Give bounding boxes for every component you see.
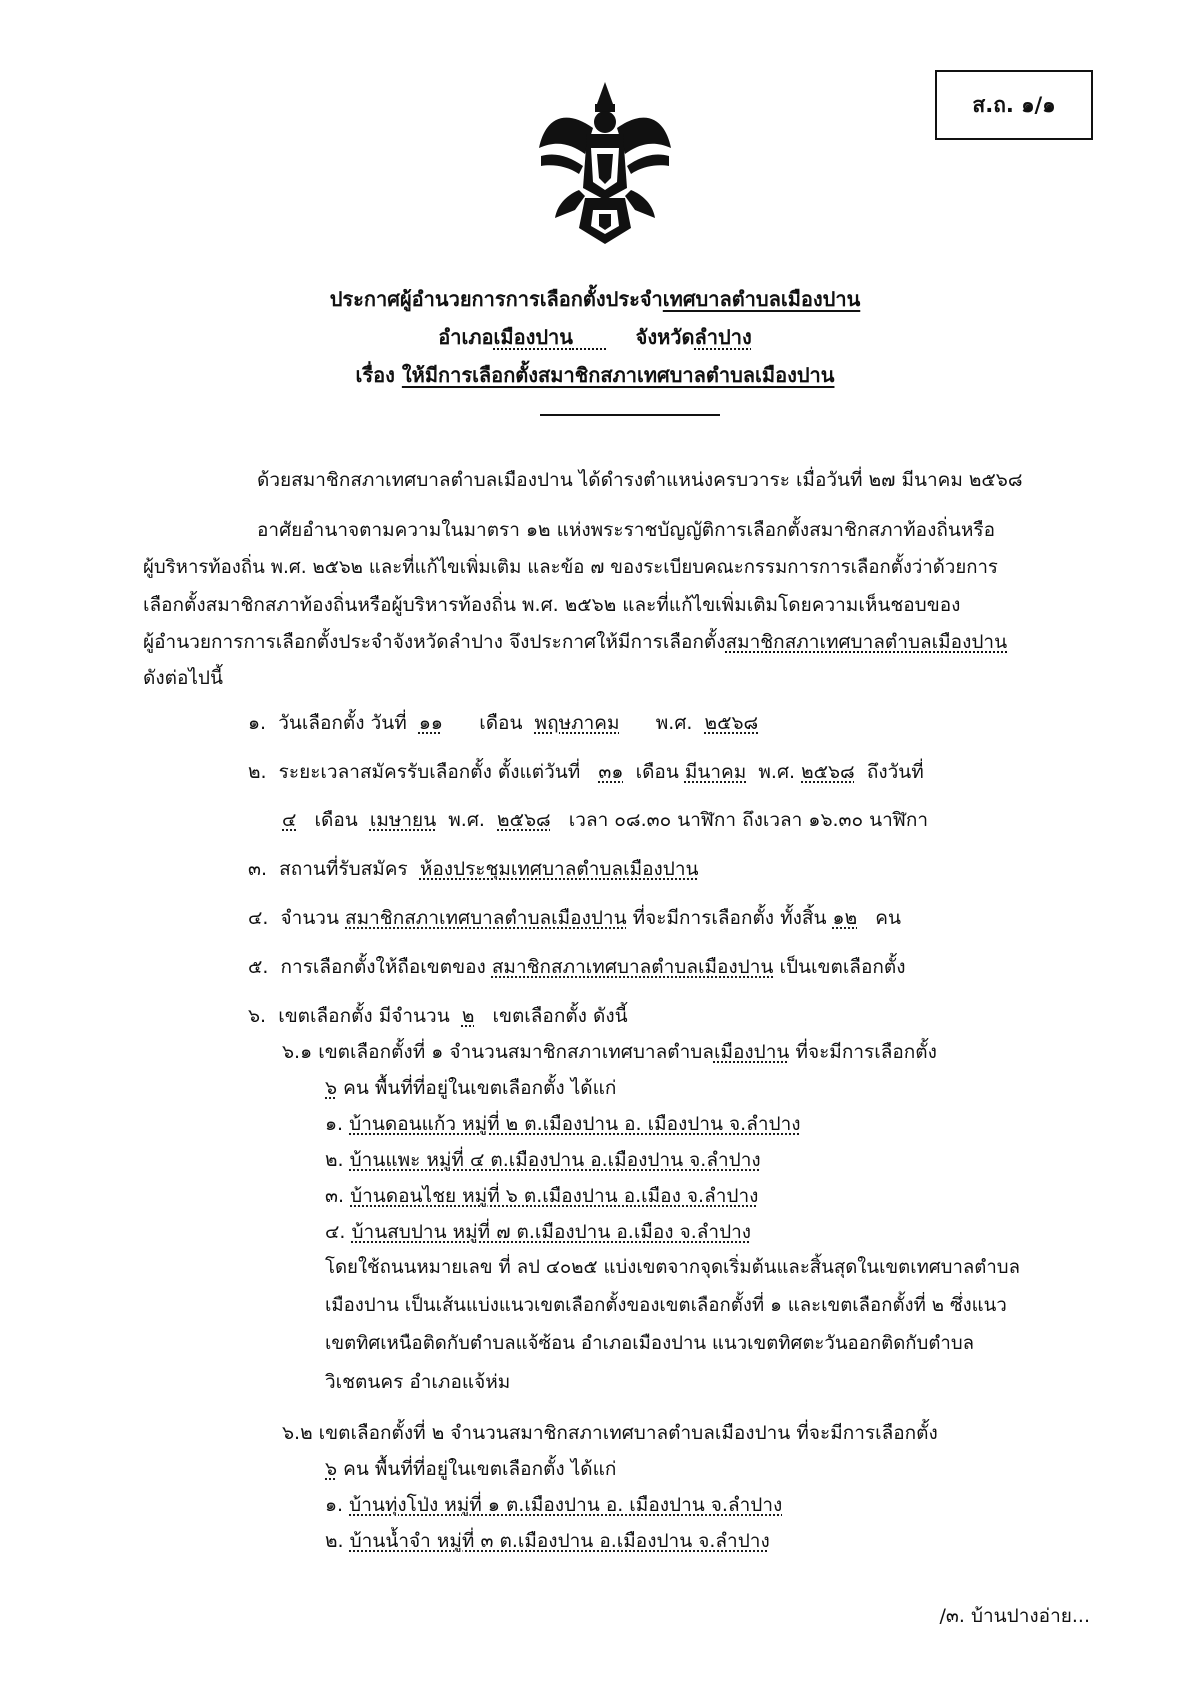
zone1-village-1 xyxy=(325,1109,801,1139)
title-prefix: ประกาศผู้อำนวยการการเลือกตั้งประจำ xyxy=(329,287,663,311)
item-number: ๓. xyxy=(248,858,268,880)
boundary-suffix: เป็นเขตเลือกตั้ง xyxy=(779,956,906,978)
intro-paragraph-1: ด้วยสมาชิกสภาเทศบาลตำบลเมืองปาน ได้ดำรงตำแหน่งครบวาระ เมื่อวันที่ ๒๗ มีนาคม ๒๕๖๘ xyxy=(257,469,1023,491)
to-month: เมษายน xyxy=(369,809,437,831)
election-year: ๒๕๖๘ xyxy=(704,712,759,734)
continuation-marker: /๓. บ้านปางอ่าย... xyxy=(939,1605,1090,1627)
zone1-village-3 xyxy=(325,1181,758,1211)
item-electoral-boundary xyxy=(248,952,906,982)
village-text: บ้านดอนไชย หมู่ที่ ๖ ต.เมืองปาน อ.เมือง จ.ลำปาง xyxy=(350,1185,759,1207)
announcement-title-line1 xyxy=(0,283,1190,315)
item-application-period xyxy=(248,757,924,787)
form-code-box xyxy=(935,70,1093,140)
subject-text: ให้มีการเลือกตั้งสมาชิกสภาเทศบาลตำบลเมืองปาน xyxy=(401,363,835,387)
village-number: ๒. xyxy=(325,1530,344,1552)
subject-label: เรื่อง xyxy=(355,363,395,387)
to-year: ๒๕๖๘ xyxy=(497,809,551,831)
zone1-description-line1: โดยใช้ถนนหมายเลข ที่ ลป ๔๐๒๕ แบ่งเขตจากจุดเริ่มต้นและสิ้นสุดในเขตเทศบาลตำบล xyxy=(325,1257,1020,1278)
boundary-org: สมาชิกสภาเทศบาลตำบลเมืองปาน xyxy=(491,956,774,978)
village-text: บ้านทุ่งโป่ง หมู่ที่ ๑ ต.เมืองปาน อ. เมืองปาน จ.ลำปาง xyxy=(349,1494,783,1516)
intro-paragraph-2-line3: เลือกตั้งสมาชิกสภาท้องถิ่นหรือผู้บริหารท้องถิ่น พ.ศ. ๒๕๖๒ และที่แก้ไขเพิ่มเติมโดยความเห็นชอบของ xyxy=(143,594,961,616)
intro-paragraph-2-line4 xyxy=(143,627,1007,657)
zone2-village-1 xyxy=(325,1490,782,1520)
item-label: สถานที่รับสมัคร xyxy=(279,858,408,880)
item-number: ๑. xyxy=(248,712,267,734)
application-place: ห้องประชุมเทศบาลตำบลเมืองปาน xyxy=(419,858,699,880)
village-text: บ้านแพะ หมู่ที่ ๔ ต.เมืองปาน อ.เมืองปาน จ.ลำปาง xyxy=(349,1149,761,1171)
zone2-count-suffix: คน พื้นที่ที่อยู่ในเขตเลือกตั้ง ได้แก่ xyxy=(343,1458,617,1480)
village-text: บ้านน้ำจำ หมู่ที่ ๓ ต.เมืองปาน อ.เมืองปาน จ.ลำปาง xyxy=(349,1530,770,1552)
garuda-emblem-icon xyxy=(535,78,675,248)
item-application-period-cont xyxy=(282,805,928,835)
item-label: ระยะเวลาสมัครรับเลือกตั้ง ตั้งแต่วันที่ xyxy=(278,761,581,783)
item-zone-count xyxy=(248,1001,628,1031)
form-code: ส.ถ. ๑/๑ xyxy=(972,92,1056,117)
item-label: เขตเลือกตั้ง มีจำนวน xyxy=(278,1005,450,1027)
village-number: ๔. xyxy=(325,1221,346,1243)
member-count-text: ที่จะมีการเลือกตั้ง ทั้งสิ้น xyxy=(632,907,827,929)
member-org: สมาชิกสภาเทศบาลตำบลเมืองปาน xyxy=(345,907,627,929)
election-day: ๑๑ xyxy=(418,712,443,734)
zone1-count-line xyxy=(325,1073,616,1103)
zone2-count: ๖ xyxy=(325,1458,338,1480)
amphoe-label: อำเภอ xyxy=(438,325,494,349)
zone1-description-line3: เขตทิศเหนือติดกับตำบลแจ้ซ้อน อำเภอเมืองปาน แนวเขตทิศตะวันออกติดกับตำบล xyxy=(325,1333,975,1354)
zone1-count: ๖ xyxy=(325,1077,338,1099)
province-label: จังหวัด xyxy=(635,325,695,349)
announcement-title-line2 xyxy=(0,321,1190,353)
village-text: บ้านดอนแก้ว หมู่ที่ ๒ ต.เมืองปาน อ. เมืองปาน จ.ลำปาง xyxy=(349,1113,801,1135)
year-label: พ.ศ. xyxy=(448,809,485,831)
month-label: เดือน xyxy=(479,712,523,734)
title-org: เทศบาลตำบลเมืองปาน xyxy=(662,287,861,311)
from-month: มีนาคม xyxy=(684,761,747,783)
item-label: จำนวน xyxy=(280,907,339,929)
application-time: เวลา ๐๘.๓๐ นาฬิกา ถึงเวลา ๑๖.๓๐ นาฬิกา xyxy=(568,809,928,831)
zone-count-suffix: เขตเลือกตั้ง ดังนี้ xyxy=(492,1005,628,1027)
zone1-description-line2: เมืองปาน เป็นเส้นแบ่งแนวเขตเลือกตั้งของเขตเลือกตั้งที่ ๑ และเขตเลือกตั้งที่ ๒ ซึ่งแนว xyxy=(325,1295,1007,1316)
village-number: ๑. xyxy=(325,1494,344,1516)
intro-line4-prefix: ผู้อำนวยการการเลือกตั้งประจำจังหวัดลำปาง จึงประกาศให้มีการเลือกตั้ง xyxy=(143,631,726,653)
year-label: พ.ศ. xyxy=(655,712,693,734)
zone1-village-2 xyxy=(325,1145,761,1175)
intro-paragraph-2-line2: ผู้บริหารท้องถิ่น พ.ศ. ๒๕๖๒ และที่แก้ไขเพิ่มเติม และข้อ ๗ ของระเบียบคณะกรรมการการเลือกตั้งว่าด้วยการ xyxy=(143,557,998,578)
zone2-heading: ๖.๒ เขตเลือกตั้งที่ ๒ จำนวนสมาชิกสภาเทศบาลตำบลเมืองปาน ที่จะมีการเลือกตั้ง xyxy=(282,1422,938,1444)
to-day: ๔ xyxy=(282,809,297,831)
item-application-place xyxy=(248,854,699,884)
month-label: เดือน xyxy=(314,809,358,831)
election-month: พฤษภาคม xyxy=(534,712,620,734)
year-label: พ.ศ. xyxy=(758,761,796,783)
zone2-count-line xyxy=(325,1454,616,1484)
from-day: ๓๑ xyxy=(598,761,624,783)
item-election-date xyxy=(248,708,758,738)
month-label: เดือน xyxy=(635,761,679,783)
item-number: ๔. xyxy=(248,907,269,929)
member-unit: คน xyxy=(875,907,901,929)
title-divider xyxy=(540,414,720,416)
zone2-village-2 xyxy=(325,1526,770,1556)
zone1-description-line4: วิเชตนคร อำเภอแจ้ห่ม xyxy=(325,1371,511,1393)
zone1-count-suffix: คน พื้นที่ที่อยู่ในเขตเลือกตั้ง ได้แก่ xyxy=(343,1077,617,1099)
announcement-subject xyxy=(0,359,1190,391)
village-text: บ้านสบปาน หมู่ที่ ๗ ต.เมืองปาน อ.เมือง จ.ลำปาง xyxy=(351,1221,752,1243)
zone1-heading-prefix: ๖.๑ เขตเลือกตั้งที่ ๑ จำนวนสมาชิกสภาเทศบาลตำบล xyxy=(282,1041,714,1063)
village-number: ๓. xyxy=(325,1185,345,1207)
zone1-village-4 xyxy=(325,1217,751,1247)
village-number: ๑. xyxy=(325,1113,344,1135)
zone1-heading-place: เมืองปาน xyxy=(713,1041,790,1063)
province-value: ลำปาง xyxy=(694,325,752,349)
item-number: ๒. xyxy=(248,761,267,783)
member-count: ๑๒ xyxy=(832,907,858,929)
item-number: ๖. xyxy=(248,1005,267,1027)
from-year: ๒๕๖๘ xyxy=(801,761,855,783)
item-label: วันเลือกตั้ง วันที่ xyxy=(278,712,407,734)
intro-paragraph-2-line1: อาศัยอำนาจตามความในมาตรา ๑๒ แห่งพระราชบัญญัติการเลือกตั้งสมาชิกสภาท้องถิ่นหรือ xyxy=(257,519,995,541)
zone1-heading xyxy=(282,1037,937,1067)
village-number: ๒. xyxy=(325,1149,344,1171)
zone-count: ๒ xyxy=(461,1005,475,1027)
zone1-heading-suffix: ที่จะมีการเลือกตั้ง xyxy=(795,1041,937,1063)
to-label: ถึงวันที่ xyxy=(866,761,924,783)
item-label: การเลือกตั้งให้ถือเขตของ xyxy=(280,956,486,978)
item-number: ๕. xyxy=(248,956,269,978)
item-member-count xyxy=(248,903,901,933)
intro-line4-org: สมาชิกสภาเทศบาลตำบลเมืองปาน xyxy=(725,631,1008,653)
intro-paragraph-2-line5: ดังต่อไปนี้ xyxy=(143,667,223,689)
amphoe-value: เมืองปาน xyxy=(493,325,573,349)
